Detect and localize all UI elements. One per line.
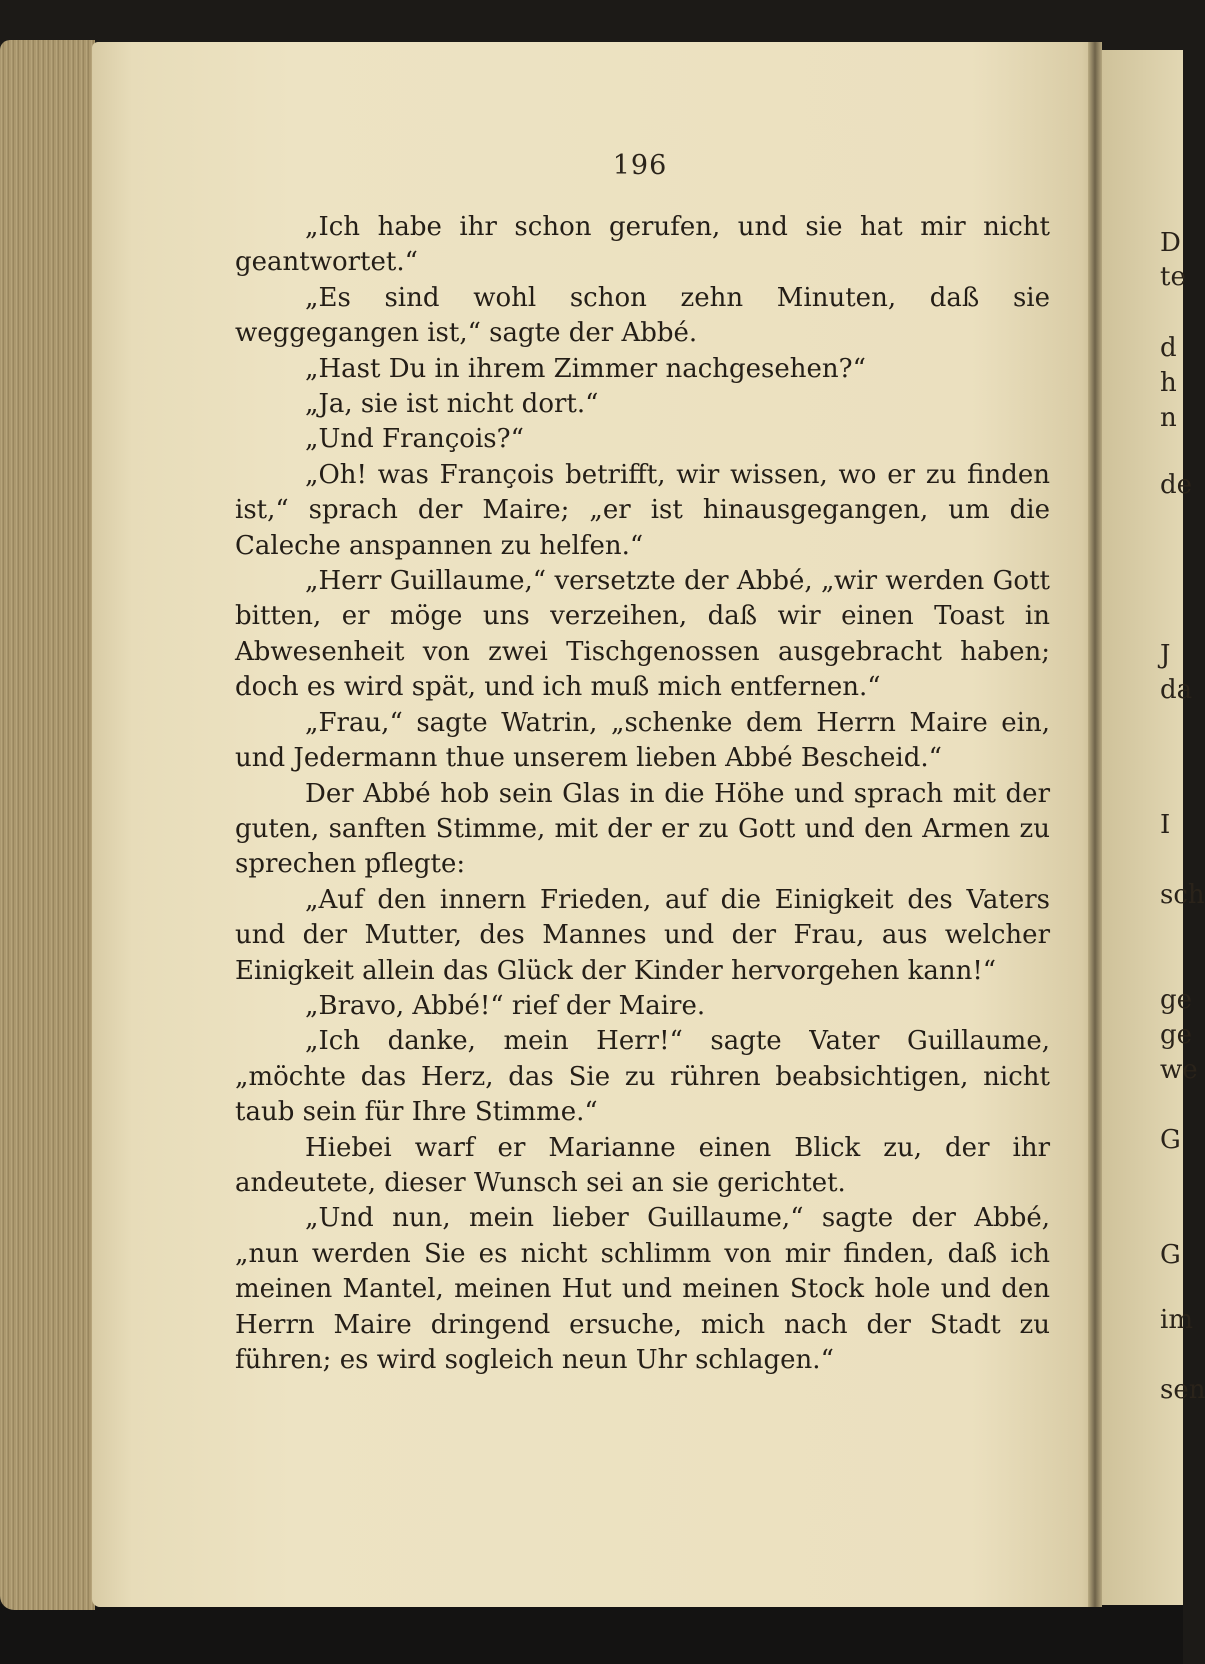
page-number: 196 (612, 150, 668, 181)
paragraph: „Und François?“ (305, 424, 524, 455)
facing-page-fragment: de (1160, 470, 1193, 500)
facing-page-fragment: G (1160, 1125, 1181, 1155)
paragraph: „Ich habe ihr schon gerufen, und sie hat mir nicht geantwortet.“ (235, 212, 1050, 278)
facing-page-fragment: G (1160, 1240, 1181, 1270)
paragraph: „Es sind wohl schon zehn Minuten, daß sie weggegangen ist,“ sagte der Abbé. (235, 282, 1050, 349)
paragraph: „Hast Du in ihrem Zimmer nachgesehen?“ (305, 353, 866, 384)
paragraph: „Ich danke, mein Herr!“ sagte Vater Guillaume, „möchte das Herz, das Sie zu rühren beabsichtigen, nicht taub sein für Ihre Stimme.“ (235, 1026, 1050, 1128)
page-text (235, 210, 1050, 1378)
facing-page-fragment: d (1160, 333, 1177, 363)
paragraph: „Bravo, Abbé!“ rief der Maire. (305, 990, 706, 1021)
paragraph: „Frau,“ sagte Watrin, „schenke dem Herrn Maire ein, und Jedermann thue unserem lieben Abbé Bescheid.“ (235, 707, 1050, 774)
facing-page-fragment: we (1160, 1055, 1198, 1085)
paragraph: „Oh! was François betrifft, wir wissen, wo er zu finden ist,“ sprach der Maire; „er ist hinausgegangen, um die Caleche anspannen zu helfen.“ (235, 459, 1050, 561)
paragraph: „Ja, sie ist nicht dort.“ (305, 389, 599, 420)
paragraph: „Herr Guillaume,“ versetzte der Abbé, „wir werden Gott bitten, er möge uns verzeihen, daß wir einen Toast in Abwesenheit von zwei Tischgenossen ausgebracht haben; doch es wird spät, und ich muß mich entfernen.“ (235, 566, 1050, 703)
facing-page-fragment: J (1160, 640, 1171, 670)
facing-page-fragment: sch (1160, 880, 1205, 910)
facing-page-fragment: D (1160, 228, 1181, 258)
desk-background (0, 1604, 1183, 1664)
book-gutter (1088, 42, 1102, 1607)
facing-page-fragment: h (1160, 368, 1177, 398)
facing-page-fragment: te (1160, 262, 1186, 292)
facing-page-fragment: ge (1160, 985, 1193, 1015)
paragraph: Hiebei warf er Marianne einen Blick zu, der ihr andeutete, dieser Wunsch sei an sie gerichtet. (235, 1132, 1050, 1198)
facing-page-fragment: I (1160, 810, 1171, 840)
facing-page-fragment: im (1160, 1305, 1193, 1335)
paragraph: Der Abbé hob sein Glas in die Höhe und sprach mit der guten, sanften Stimme, mit der er zu Gott und den Armen zu sprechen pflegte: (235, 778, 1050, 880)
book-page-edges (0, 40, 95, 1610)
paragraph: „Auf den innern Frieden, auf die Einigkeit des Vaters und der Mutter, des Mannes und der Frau, aus welcher Einigkeit allein das Glück der Kinder hervorgehen kann!“ (235, 884, 1050, 986)
facing-page-fragment: ge (1160, 1020, 1193, 1050)
facing-page-fragment: da (1160, 675, 1193, 705)
facing-page-fragment: sen (1160, 1375, 1205, 1405)
paragraph: „Und nun, mein lieber Guillaume,“ sagte der Abbé, „nun werden Sie es nicht schlimm von mir finden, daß ich meinen Mantel, meinen Hut und meinen Stock hole und den Herrn Maire dringend ersuche, mich nach der Stadt zu führen; es wird sogleich neun Uhr schlagen.“ (235, 1203, 1050, 1375)
facing-page-fragment: n (1160, 403, 1177, 433)
